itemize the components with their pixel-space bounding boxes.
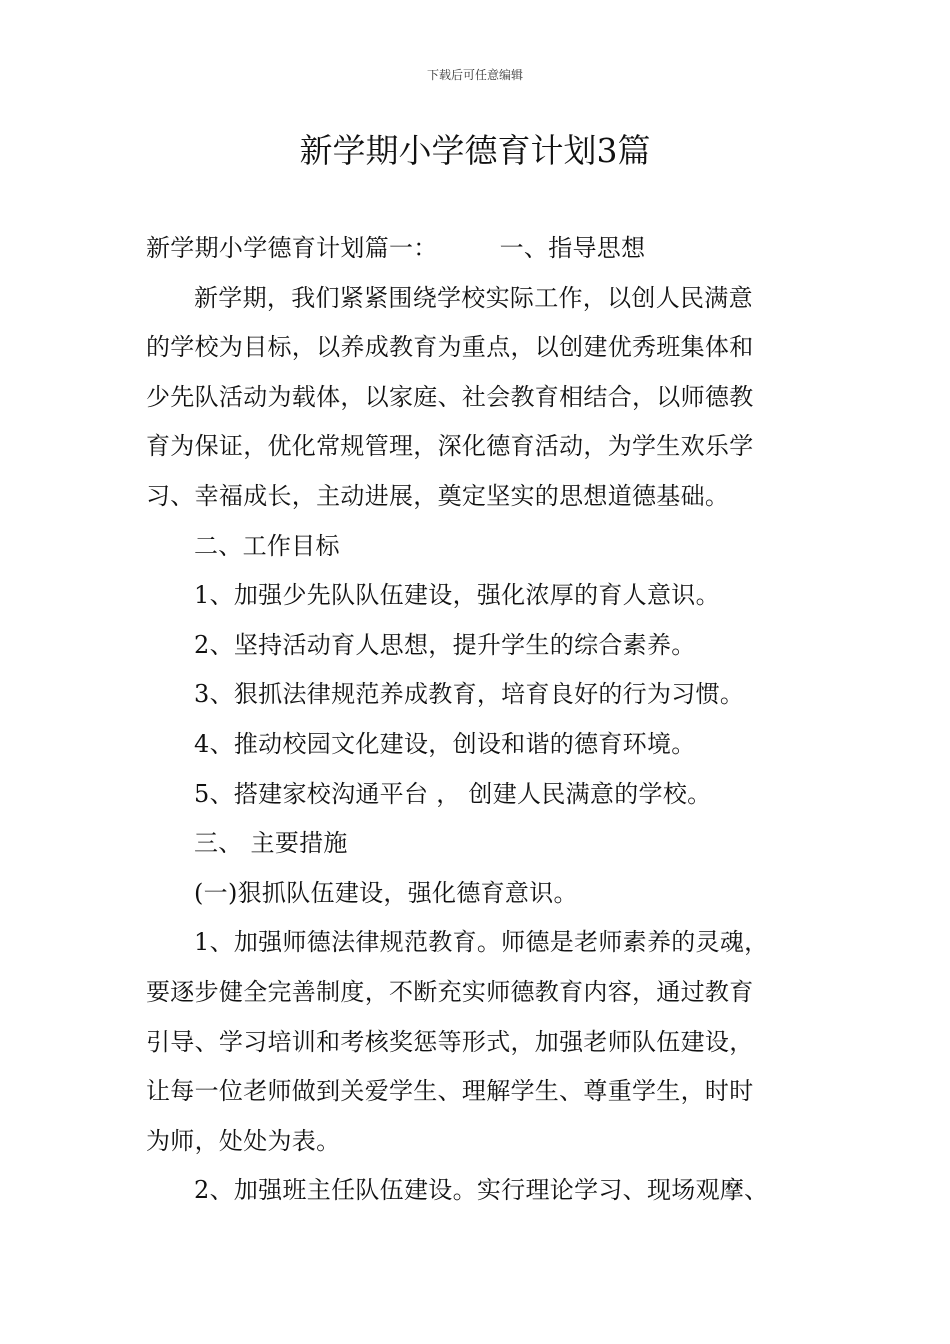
text-line: 新学期，我们紧紧围绕学校实际工作，以创人民满意: [194, 283, 753, 312]
text-line: 引导、学习培训和考核奖惩等形式，加强老师队伍建设，: [146, 1027, 754, 1056]
text-line: 育为保证，优化常规管理，深化德育活动，为学生欢乐学: [146, 432, 754, 461]
document-title: 新学期小学德育计划3篇: [299, 131, 651, 170]
intro-part: 新学期小学德育计划篇一：: [146, 234, 438, 262]
text-line: 少先队活动为载体，以家庭、社会教育相结合，以师德教: [146, 382, 754, 411]
text-line: 让每一位老师做到关爱学生、理解学生、尊重学生，时时: [146, 1077, 754, 1106]
text-line: 1、加强师德法律规范教育。师德是老师素养的灵魂，: [194, 928, 769, 957]
text-line: 习、幸福成长，主动进展，奠定坚实的思想道德基础。: [146, 481, 730, 510]
goal-item: 5、搭建家校沟通平台 ， 创建人民满意的学校。: [194, 779, 712, 808]
paragraph-guiding-thought: [146, 274, 811, 522]
subheading: (一)狠抓队伍建设，强化德育意识。: [194, 878, 578, 907]
section-heading-3: 三、 主要措施: [194, 829, 348, 858]
intro-line: [146, 224, 811, 274]
text-line: 为师，处处为表。: [146, 1126, 341, 1155]
goal-item: 1、加强少先队队伍建设，强化浓厚的育人意识。: [194, 581, 720, 610]
goal-item: 3、狠抓法律规范养成教育，培育良好的行为习惯。: [194, 680, 745, 709]
section-heading-2: 二、工作目标: [194, 531, 340, 560]
document-body: [146, 224, 811, 1216]
text-line: 要逐步健全完善制度，不断充实师德教育内容，通过教育: [146, 977, 754, 1006]
text-line: 的学校为目标，以养成教育为重点，以创建优秀班集体和: [146, 333, 754, 362]
paragraph-class-teacher: [146, 1166, 811, 1216]
paragraph-teacher-ethics: [146, 918, 811, 1166]
goal-item: 4、推动校园文化建设，创设和谐的德育环境。: [194, 729, 696, 758]
goal-item: 2、坚持活动育人思想，提升学生的综合素养。: [194, 630, 696, 659]
section-heading-1: 一、指导思想: [499, 234, 646, 262]
text-line: 2、加强班主任队伍建设。实行理论学习、现场观摩、: [194, 1176, 769, 1205]
header-note: 下载后可任意编辑: [426, 68, 523, 82]
